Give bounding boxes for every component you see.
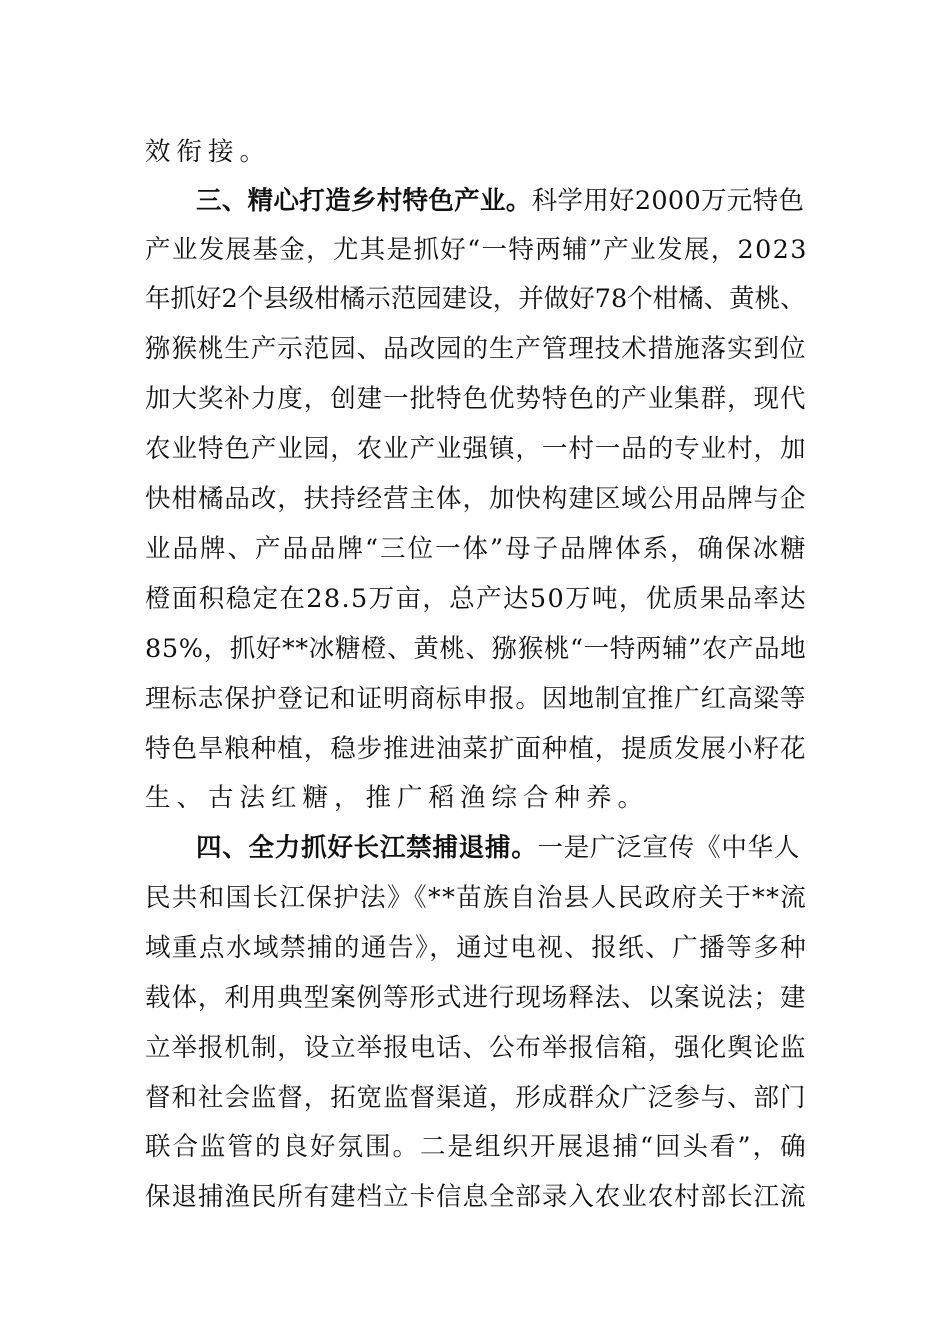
text-line: 理标志保护登记和证明商标申报。因地制宜推广红高粱等 bbox=[145, 684, 807, 714]
text-line: 橙面积稳定在28.5万亩，总产达50万吨，优质果品率达 bbox=[145, 584, 808, 614]
section-heading: 四、全力抓好长江禁捕退捕。 bbox=[196, 833, 538, 863]
section-heading: 三、精心打造乡村特色产业。 bbox=[196, 186, 532, 216]
text-line: 立举报机制，设立举报电话、公布举报信箱，强化舆论监 bbox=[145, 1033, 807, 1063]
text-line: 保退捕渔民所有建档立卡信息全部录入农业农村部长江流 bbox=[145, 1182, 807, 1212]
text-span: 一是广泛宣传《中华人 bbox=[537, 833, 801, 863]
text-line: 载体，利用典型案例等形式进行现场释法、以案说法；建 bbox=[145, 983, 807, 1013]
text-line: 快柑橘品改，扶持经营主体，加快构建区域公用品牌与企 bbox=[145, 484, 807, 514]
text-line: 年抓好2个县级柑橘示范园建设，并做好78个柑橘、黄桃、 bbox=[145, 284, 806, 314]
section-heading-line bbox=[196, 181, 804, 221]
text-line: 85%，抓好**冰糖橙、黄桃、猕猴桃“一特两辅”农产品地 bbox=[145, 634, 807, 664]
section-heading-line bbox=[196, 828, 800, 868]
text-span: 科学用好2000万元特色 bbox=[531, 186, 805, 216]
text-line: 效衔接。 bbox=[145, 137, 272, 167]
text-line: 督和社会监督，拓宽监督渠道，形成群众广泛参与、部门 bbox=[145, 1083, 807, 1113]
text-line: 农业特色产业园，农业产业强镇，一村一品的专业村，加 bbox=[145, 434, 807, 464]
text-line: 业品牌、产品品牌“三位一体”母子品牌体系，确保冰糖 bbox=[145, 534, 808, 564]
text-line: 产业发展基金，尤其是抓好“一特两辅”产业发展，2023 bbox=[145, 235, 808, 265]
text-line: 联合监管的良好氛围。二是组织开展退捕“回头看”，确 bbox=[145, 1132, 808, 1162]
text-line: 生、古法红糖，推广稻渔综合种养。 bbox=[145, 783, 650, 813]
text-line: 民共和国长江保护法》《**苗族自治县人民政府关于**流 bbox=[145, 883, 808, 913]
text-line: 加大奖补力度，创建一批特色优势特色的产业集群，现代 bbox=[145, 384, 807, 414]
text-line: 特色旱粮种植，稳步推进油菜扩面种植，提质发展小籽花 bbox=[145, 734, 807, 764]
text-line: 域重点水域禁捕的通告》，通过电视、报纸、广播等多种 bbox=[145, 933, 808, 963]
text-line: 猕猴桃生产示范园、品改园的生产管理技术措施落实到位 bbox=[145, 334, 807, 364]
